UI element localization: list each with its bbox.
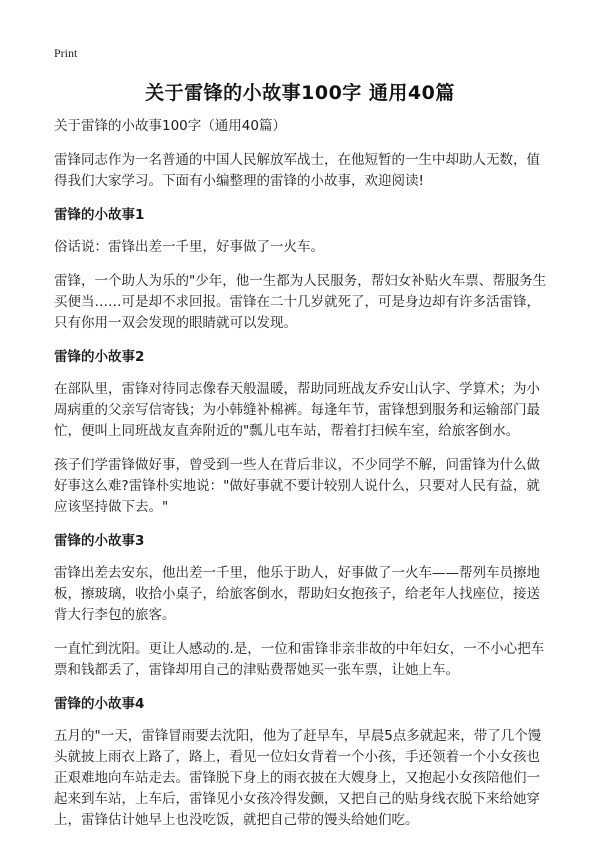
article-body [54,116,550,844]
story-paragraph: 雷锋，一个助人为乐的"少年，他一生都为人民服务，帮妇女补贴火车票、帮服务生买便当……可是却不求回报。雷锋在二十几岁就死了，可是身边却有许多活雷锋，只有你用一双会发现的眼睛就可以发现。 [54,273,547,331]
article-intro: 雷锋同志作为一名普通的中国人民解放军战士，在他短暂的一生中却助人无数，值得我们大家学习。下面有小编整理的雷锋的小故事，欢迎阅读! [54,152,540,189]
story-paragraph: 在部队里，雷锋对待同志像春天般温暖，帮助同班战友乔安山认字、学算术；为小周病重的父亲写信寄钱；为小韩缝补棉裤。每逢年节，雷锋想到服务和运输部门最忙，便叫上同班战友直奔附近的"瓢儿屯车站，帮着打扫候车室，给旅客倒水。 [54,381,540,439]
document-title: 关于雷锋的小故事100字 通用40篇 [145,82,455,104]
story-paragraph: 孩子们学雷锋做好事，曾受到一些人在背后非议，不少同学不解，问雷锋为什么做好事这么难?雷锋朴实地说："做好事就不要计较别人说什么，只要对人民有益，就应该坚持做下去。" [54,457,540,515]
story-heading: 雷锋的小故事3 [54,533,145,549]
story-heading: 雷锋的小故事1 [54,207,145,223]
story-paragraph: 俗话说：雷锋出差一千里，好事做了一火车。 [54,239,324,255]
story-heading: 雷锋的小故事2 [54,349,145,365]
story-paragraph: 五月的"一天，雷锋冒雨要去沈阳，他为了赶早车，早晨5点多就起来，带了几个馒头就披上雨衣上路了，路上，看见一位妇女背着一个小孩，手还领着一个小女孩也正艰难地向车站走去。雷锋脱下身上的雨衣披在大嫂身上，又抱起小女孩陪他们一起来到车站，上车后，雷锋见小女孩冷得发颤，又把自己的贴身线衣脱下来给她穿上，雷锋估计她早上也没吃饭，就把自己带的馒头给她们吃。 [54,728,542,828]
story-heading: 雷锋的小故事4 [54,696,145,712]
print-link[interactable]: Print [54,46,78,60]
story-paragraph: 雷锋出差去安东，他出差一千里，他乐于助人，好事做了一火车——帮列车员擦地板，擦玻璃，收拾小桌子，给旅客倒水，帮助妇女抱孩子，给老年人找座位，接送背大行李包的旅客。 [54,565,540,623]
article-subtitle: 关于雷锋的小故事100字（通用40篇） [54,118,286,134]
story-paragraph: 一直忙到沈阳。更让人感动的.是，一位和雷锋非亲非故的中年妇女，一不小心把车票和钱都丢了，雷锋却用自己的津贴费帮她买一张车票，让她上车。 [54,641,545,678]
